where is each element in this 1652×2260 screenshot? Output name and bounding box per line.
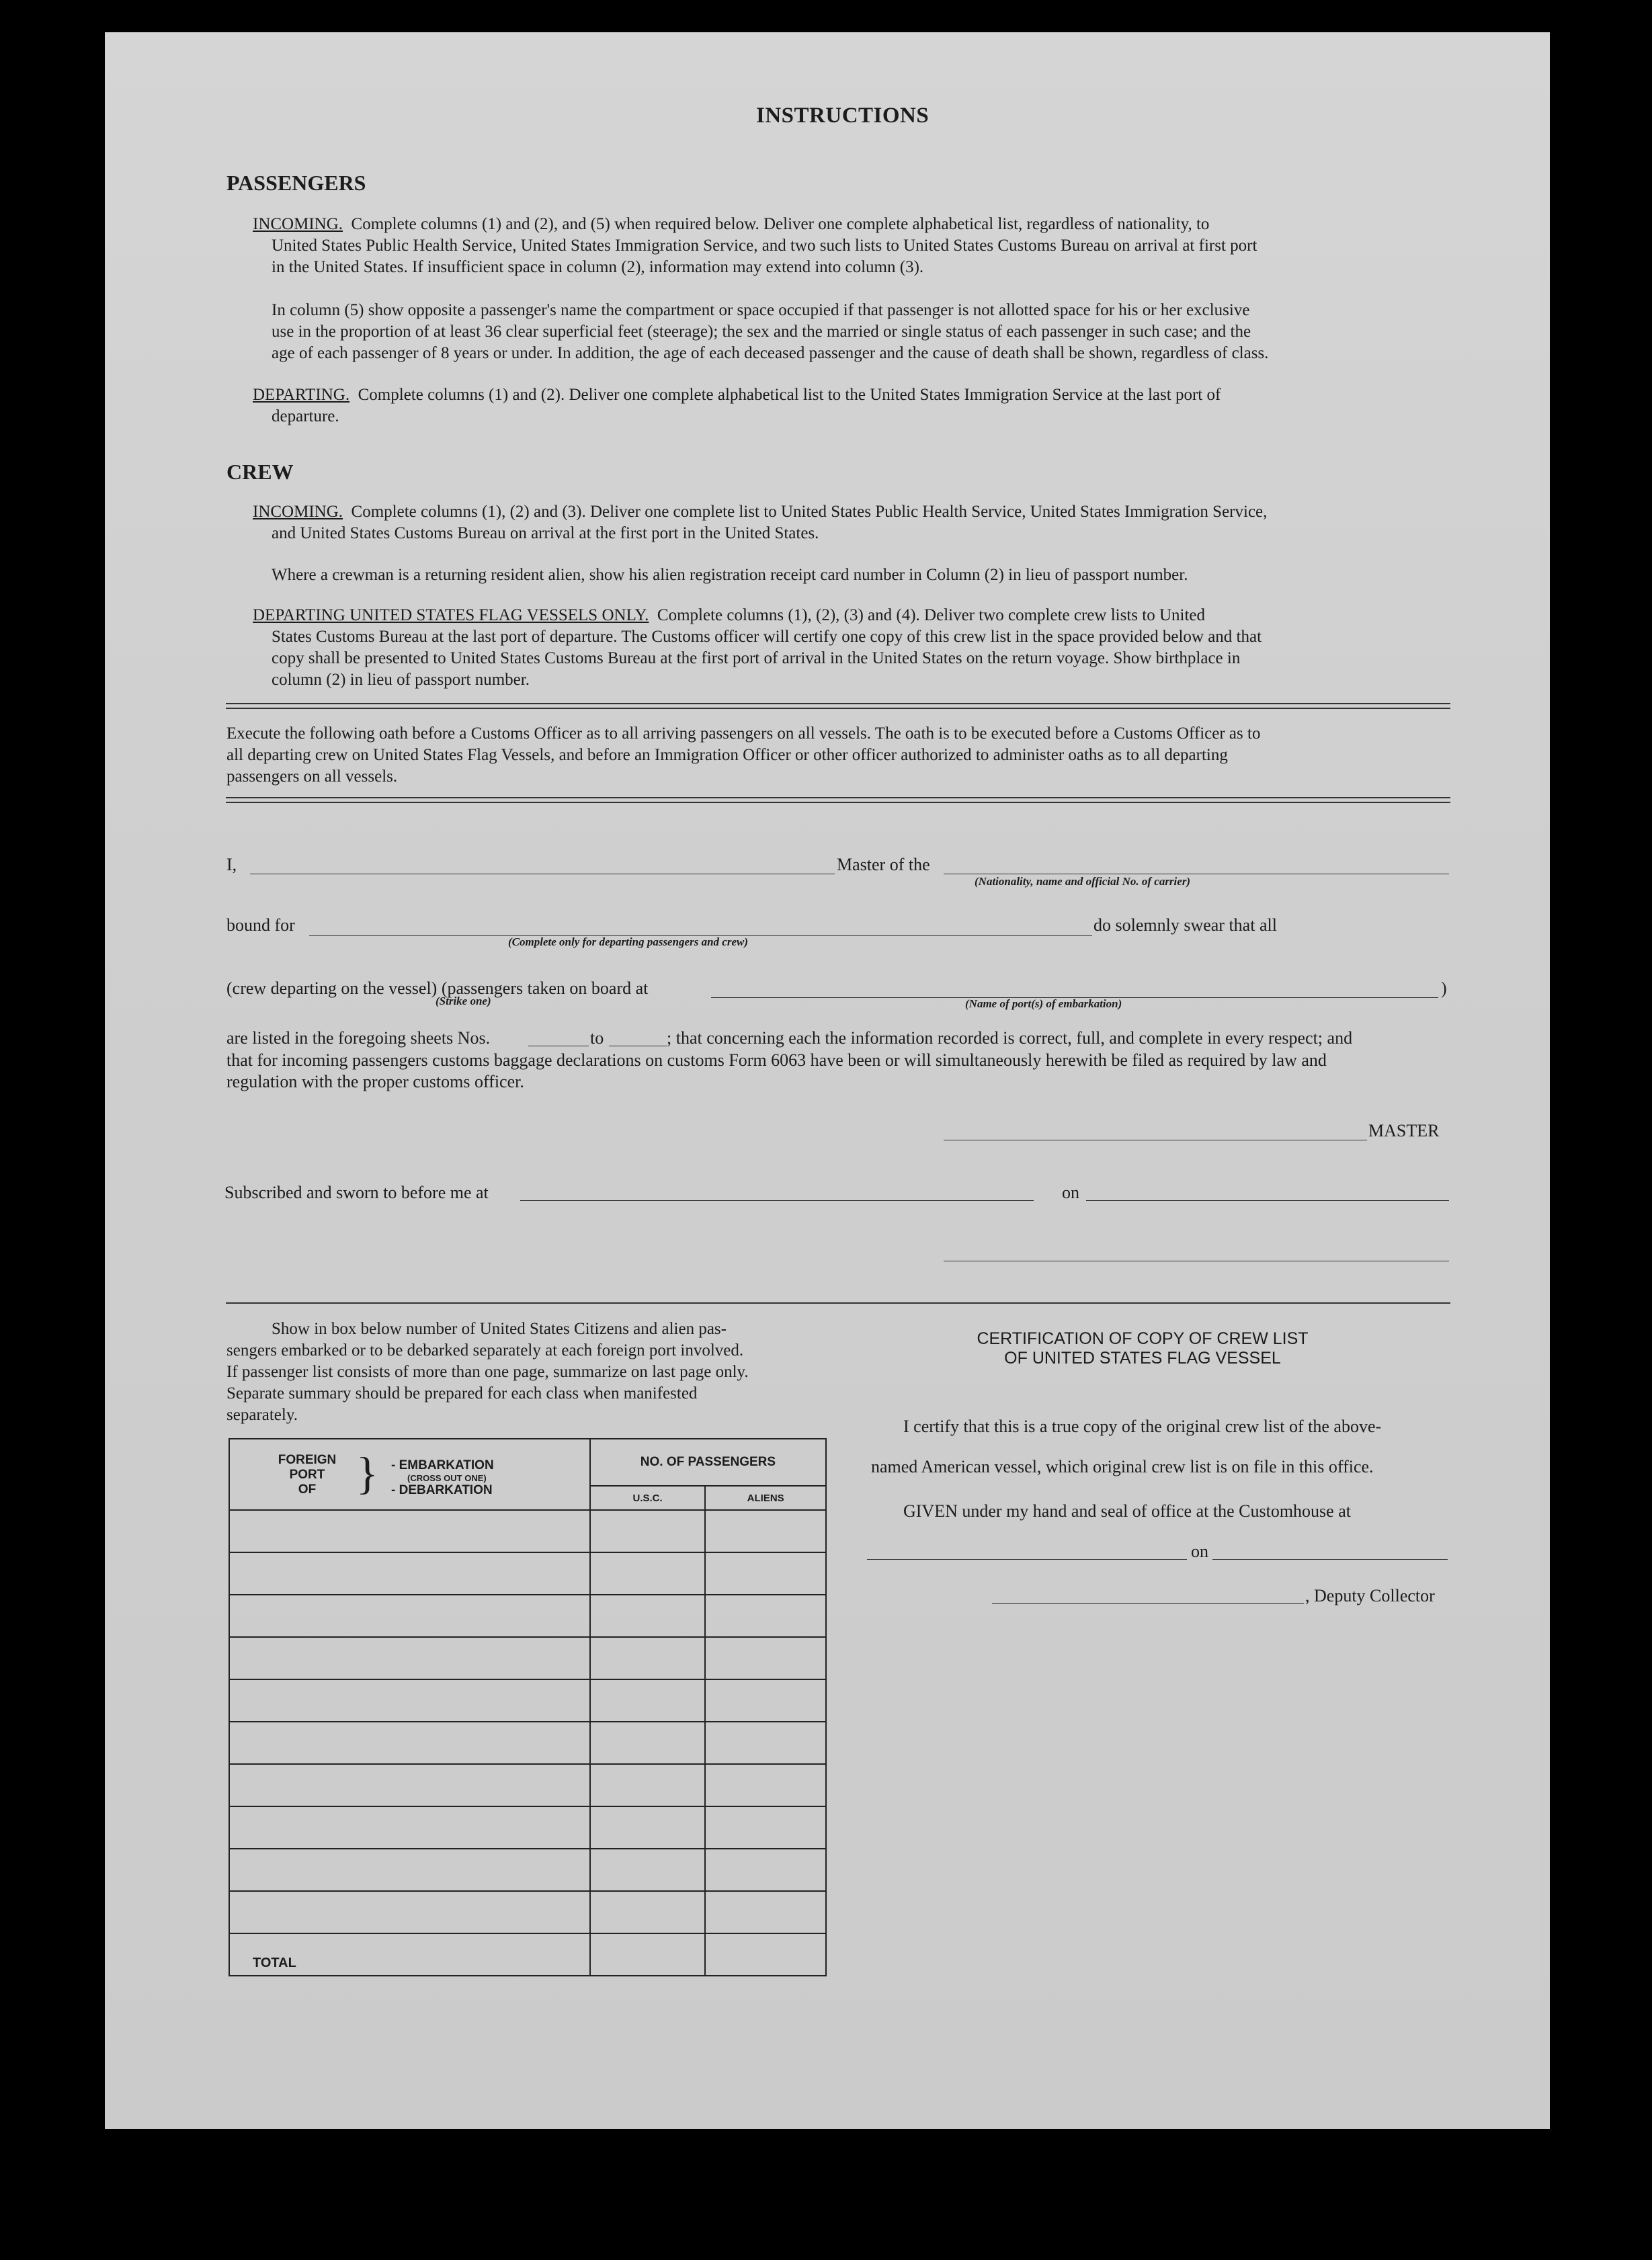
departing-text-1: Complete columns (1) and (2). Deliver one complete alphabetical list to the United States Immigration Service at the last port of (358, 386, 1221, 404)
subscribed-place-field[interactable] (520, 1200, 1034, 1201)
crew-incoming-text-1: Complete columns (1), (2) and (3). Deliver one complete list to United States Public Health Service, United States Immigration Service, (351, 503, 1268, 521)
carrier-note: (Nationality, name and official No. of carrier) (975, 875, 1191, 888)
incoming-label: INCOMING. (253, 215, 343, 233)
total-label: TOTAL (253, 1956, 296, 1970)
total-usc-cell[interactable] (590, 1933, 706, 1976)
solemnly-label: do solemnly swear that all (1093, 915, 1277, 935)
departing-label: DEPARTING. (253, 386, 350, 404)
flag-text-1: Complete columns (1), (2), (3) and (4). Deliver two complete crew lists to United (657, 606, 1205, 624)
table-row[interactable] (229, 1764, 826, 1806)
crew-flag-line2: States Customs Bureau at the last port of departure. The Customs officer will certify one copy of this crew list in the space provided below and that (272, 628, 1262, 646)
aliens-header: ALIENS (705, 1486, 826, 1510)
listed-line2: that for incoming passengers customs baggage declarations on customs Form 6063 have been or will simultaneously herewith be filed as required by law and (226, 1050, 1327, 1070)
usc-cell[interactable] (590, 1806, 706, 1849)
cert-heading-line1: CERTIFICATION OF COPY OF CREW LIST (977, 1329, 1309, 1348)
table-header-row (229, 1439, 826, 1486)
embark-debark-label (391, 1458, 494, 1498)
deputy-collector-label: , Deputy Collector (1305, 1586, 1435, 1605)
aliens-cell[interactable] (705, 1679, 826, 1722)
subscribed-label: Subscribed and sworn to before me at (224, 1183, 489, 1202)
aliens-cell[interactable] (705, 1764, 826, 1806)
incoming-text-1: Complete columns (1) and (2), and (5) when required below. Deliver one complete alphabetical list, regardless of nationality, to (351, 215, 1210, 233)
page-title: INSTRUCTIONS (756, 103, 930, 128)
summary-line1: Show in box below number of United States Citizens and alien pas- (272, 1320, 727, 1338)
crew-incoming-line2: and United States Customs Bureau on arrival at the first port in the United States. (272, 524, 819, 542)
subscribed-date-field[interactable] (1086, 1200, 1449, 1201)
port-cell[interactable] (229, 1510, 590, 1552)
listed-text-b: ; that concerning each the information recorded is correct, full, and complete in every respect; and (667, 1028, 1353, 1048)
port-cell[interactable] (229, 1849, 590, 1891)
deputy-signature-field[interactable] (992, 1603, 1304, 1604)
oath-divider (226, 797, 1450, 803)
passengers-heading: PASSENGERS (226, 171, 366, 195)
summary-line4: Separate summary should be prepared for each class when manifested (226, 1384, 698, 1403)
crew-departing-text: (crew departing on the vessel) (passengers taken on board at (226, 978, 649, 998)
oath-intro-line1: Execute the following oath before a Customs Officer as to all arriving passengers on all vessels. The oath is to be executed before a Customs Officer as to (226, 724, 1261, 743)
usc-cell[interactable] (590, 1595, 706, 1637)
port-cell[interactable] (229, 1764, 590, 1806)
listed-text-a: are listed in the foregoing sheets Nos. (226, 1028, 491, 1048)
no-passengers-header: NO. OF PASSENGERS (590, 1439, 826, 1486)
master-label: MASTER (1368, 1121, 1440, 1140)
crew-flag-line3: copy shall be presented to United States Customs Bureau at the first port of arrival in the United States on the return voyage. Show birthplace in (272, 649, 1241, 667)
port-header-cell (229, 1439, 590, 1510)
crew-alien-text: Where a crewman is a returning resident alien, show his alien registration receipt card number in Column (2) in lieu of passport number. (272, 566, 1188, 584)
table-total-row (229, 1933, 826, 1976)
usc-cell[interactable] (590, 1552, 706, 1595)
master-of-the-label: Master of the (837, 855, 930, 874)
usc-cell[interactable] (590, 1722, 706, 1764)
ports-note: (Name of port(s) of embarkation) (965, 997, 1122, 1010)
passengers-incoming-paragraph (253, 214, 1449, 235)
oath-intro-line2: all departing crew on United States Flag Vessels, and before an Immigration Officer or other officer authorized to administer oaths as to all departing (226, 746, 1228, 764)
aliens-cell[interactable] (705, 1510, 826, 1552)
table-row[interactable] (229, 1679, 826, 1722)
cross-out-note: (CROSS OUT ONE) (407, 1473, 487, 1483)
port-cell[interactable] (229, 1637, 590, 1679)
crew-flag-line4: column (2) in lieu of passport number. (272, 671, 530, 689)
aliens-cell[interactable] (705, 1891, 826, 1933)
table-row[interactable] (229, 1595, 826, 1637)
port-cell[interactable] (229, 1679, 590, 1722)
summary-line5: separately. (226, 1406, 298, 1424)
cert-date-field[interactable] (1212, 1559, 1448, 1560)
bound-for-label: bound for (226, 915, 295, 935)
listed-to: to (590, 1028, 604, 1048)
listed-line3: regulation with the proper customs officer. (226, 1072, 524, 1091)
summary-line3: If passenger list consists of more than one page, summarize on last page only. (226, 1363, 749, 1381)
usc-cell[interactable] (590, 1679, 706, 1722)
passengers-departing-line2: departure. (272, 407, 339, 425)
flag-label: DEPARTING UNITED STATES FLAG VESSELS ONLY. (253, 606, 649, 624)
passengers-departing-paragraph (253, 384, 1449, 406)
column5-line2: use in the proportion of at least 36 clear superficial feet (steerage); the sex and the married or single status of each passenger in such case; and the (272, 323, 1251, 341)
cert-line2: named American vessel, which original crew list is on file in this office. (871, 1457, 1374, 1476)
port-cell[interactable] (229, 1891, 590, 1933)
aliens-cell[interactable] (705, 1849, 826, 1891)
subscribed-on-label: on (1062, 1183, 1079, 1202)
col-of: OF (298, 1482, 317, 1497)
usc-cell[interactable] (590, 1891, 706, 1933)
port-cell[interactable] (229, 1722, 590, 1764)
column5-line3: age of each passenger of 8 years or under. In addition, the age of each deceased passenger and the cause of death shall be shown, regardless of class. (272, 344, 1269, 362)
port-cell[interactable] (229, 1595, 590, 1637)
aliens-cell[interactable] (705, 1637, 826, 1679)
total-label-cell (229, 1933, 590, 1976)
section-divider (226, 703, 1450, 709)
usc-header: U.S.C. (590, 1486, 706, 1510)
port-cell[interactable] (229, 1552, 590, 1595)
col-foreign: FOREIGN (278, 1453, 337, 1467)
cert-on-label: on (1191, 1542, 1208, 1561)
table-row[interactable] (229, 1637, 826, 1679)
customhouse-field[interactable] (867, 1559, 1187, 1560)
lower-divider (226, 1302, 1450, 1304)
strike-one-note: (Strike one) (436, 995, 491, 1007)
oath-intro-line3: passengers on all vessels. (226, 767, 398, 786)
oath-i-label: I, (226, 855, 237, 874)
passenger-summary-table (229, 1438, 827, 1976)
brace-icon: } (356, 1448, 378, 1499)
debarkation-option[interactable]: - DEBARKATION (391, 1483, 493, 1497)
cert-line3: GIVEN under my hand and seal of office at the Customhouse at (903, 1501, 1351, 1521)
aliens-cell[interactable] (705, 1722, 826, 1764)
embarkation-option[interactable]: - EMBARKATION (391, 1458, 494, 1472)
passengers-incoming-line3: in the United States. If insufficient space in column (2), information may extend into column (3). (272, 258, 924, 276)
total-aliens-cell[interactable] (705, 1933, 826, 1976)
crew-flag-paragraph (253, 605, 1449, 626)
usc-cell[interactable] (590, 1764, 706, 1806)
aliens-cell[interactable] (705, 1595, 826, 1637)
table-row[interactable] (229, 1849, 826, 1891)
summary-line2: sengers embarked or to be debarked separately at each foreign port involved. (226, 1341, 744, 1359)
table-row[interactable] (229, 1806, 826, 1849)
crew-incoming-label: INCOMING. (253, 503, 343, 521)
cert-line1: I certify that this is a true copy of the original crew list of the above- (903, 1417, 1382, 1436)
port-cell[interactable] (229, 1806, 590, 1849)
usc-cell[interactable] (590, 1849, 706, 1891)
table-row[interactable] (229, 1891, 826, 1933)
table-row[interactable] (229, 1552, 826, 1595)
table-row[interactable] (229, 1722, 826, 1764)
usc-cell[interactable] (590, 1637, 706, 1679)
passengers-incoming-line2: United States Public Health Service, United States Immigration Service, and two such lists to United States Customs Bureau on arrival at first port (272, 237, 1257, 255)
crew-incoming-paragraph (253, 501, 1449, 523)
bound-note: (Complete only for departing passengers and crew) (508, 935, 748, 948)
col-port: PORT (289, 1468, 325, 1482)
certification-heading (927, 1329, 1358, 1368)
cert-heading-line2: OF UNITED STATES FLAG VESSEL (1004, 1349, 1281, 1368)
column5-line1: In column (5) show opposite a passenger's name the compartment or space occupied if that passenger is not allotted space for his or her exclusive (272, 301, 1250, 319)
foreign-port-of-label (270, 1453, 344, 1497)
aliens-cell[interactable] (705, 1552, 826, 1595)
usc-cell[interactable] (590, 1510, 706, 1552)
crew-heading: CREW (226, 460, 294, 484)
close-paren: ) (1441, 978, 1447, 998)
table-row[interactable] (229, 1510, 826, 1552)
aliens-cell[interactable] (705, 1806, 826, 1849)
